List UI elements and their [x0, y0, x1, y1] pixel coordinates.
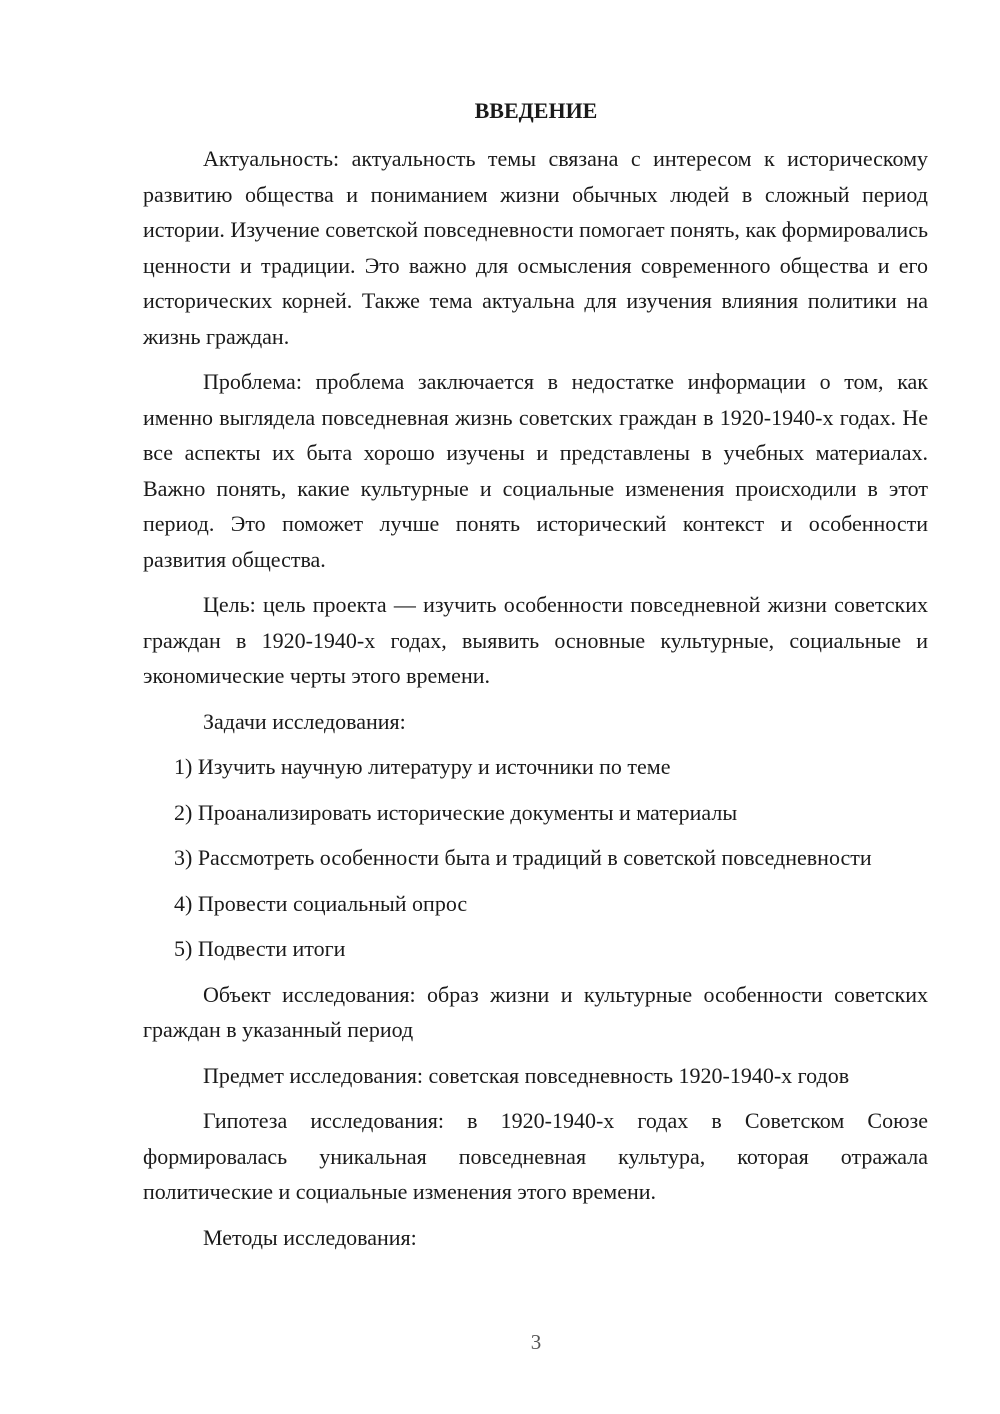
paragraph-relevance: Актуальность: актуальность темы связана с интересом к историческому развитию общества и пониманием жизни обычных людей в сложный период истории. Изучение советской повседневности помогает понять, как формировались ценности и традиции. Это важно для осмысления современного общества и его исторических корней. Также тема актуальна для изучения влияния политики на жизнь граждан. — [143, 146, 928, 349]
paragraph-subject: Предмет исследования: советская повседневность 1920-1940-х годов — [203, 1062, 850, 1088]
paragraph-object: Объект исследования: образ жизни и культурные особенности советских граждан в указанный период — [143, 981, 928, 1042]
body-text — [143, 141, 928, 1265]
task-item-1: 1) Изучить научную литературу и источники по теме — [174, 754, 671, 779]
task-item-4: 4) Провести социальный опрос — [174, 890, 468, 916]
task-item-3: 3) Рассмотреть особенности быта и традиций в советской повседневности — [174, 845, 872, 870]
paragraph-methods: Методы исследования: — [203, 1224, 417, 1250]
task-item-2: 2) Проанализировать исторические документы и материалы — [174, 799, 738, 825]
paragraph-problem: Проблема: проблема заключается в недостатке информации о том, как именно выглядела повседневная жизнь советских граждан в 1920-1940-х годах. Не все аспекты их быта хорошо изучены и представлены в учебных материалах. Важно понять, какие культурные и социальные изменения происходили в этот период. Это поможет лучше понять исторический контекст и особенности развития общества. — [143, 369, 928, 572]
page-number: 3 — [530, 1330, 542, 1354]
paragraph-hypothesis: Гипотеза исследования: в 1920-1940-х годах в Советском Союзе формировалась уникальная повседневная культура, которая отражала политические и социальные изменения этого времени. — [143, 1108, 928, 1204]
paragraph-goal: Цель: цель проекта — изучить особенности повседневной жизни советских граждан в 1920-1940-х годах, выявить основные культурные, социальные и экономические черты этого времени. — [143, 592, 928, 688]
task-item-5: 5) Подвести итоги — [174, 936, 346, 961]
section-title: ВВЕДЕНИЕ — [474, 98, 598, 123]
paragraph-tasks-heading: Задачи исследования: — [203, 708, 406, 734]
